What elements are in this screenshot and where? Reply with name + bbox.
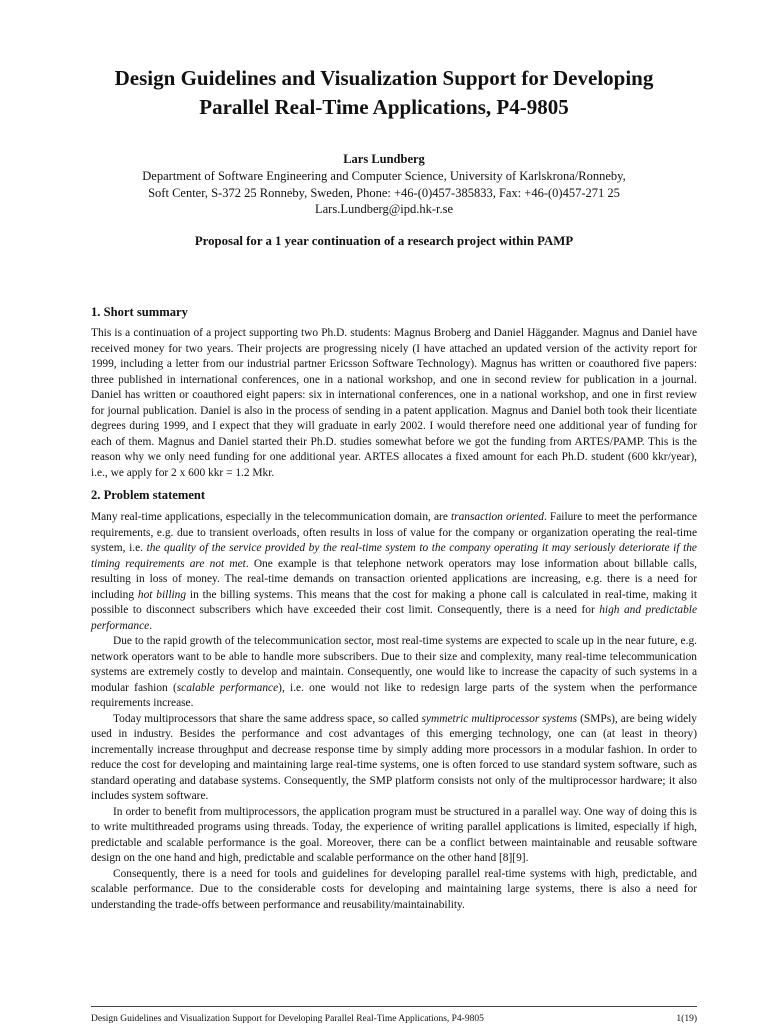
author-email: Lars.Lundberg@ipd.hk-r.se	[315, 202, 453, 216]
footer-running-title: Design Guidelines and Visualization Support for Developing Parallel Real-Time Applications, P4-9805	[91, 1014, 484, 1024]
emphasis-smp: symmetric multiprocessor systems	[421, 712, 578, 725]
section-2-paragraph-3: Today multiprocessors that share the same address space, so called symmetric multiprocessor systems (SMPs), are being widely used in industry. Besides the performance and cost advantages of this emerging technology, one can (at least in theory) incrementally increase throughput and decrease response time by simply adding more processors in a modular fashion. In order to reduce the cost for developing and maintaining large real-time systems, one is often forced to use standard system software, such as standard operating and database systems. Consequently, the SMP platform consists not only of the multiprocessor hardware; it also includes system software.	[91, 712, 697, 802]
section-2-heading: 2. Problem statement	[91, 488, 206, 502]
emphasis-scalable-performance: scalable performance	[176, 681, 279, 694]
proposal-subtitle: Proposal for a 1 year continuation of a research project within PAMP	[194, 234, 574, 248]
section-1-paragraph: This is a continuation of a project supporting two Ph.D. students: Magnus Broberg and Daniel Häggander. Magnus and Daniel have received money for two years. Their projects are progressing nicely (I have attached an updated version of the activity report for 1999, including a letter from our industrial partner Ericsson Software Technology). Magnus has written or coauthored five papers: three published in international conferences, one in a national workshop, and one in second review for publication in a journal. Daniel has written or coauthored eight papers: six in international conferences, one in a national workshop, and one in first review for journal publication. Daniel is also in the process of sending in a patent application. Magnus and Daniel both took their licentiate degrees during 1999, and I expect that they will graduate in early 2002. I would therefore need one additional year of funding for each of them. Magnus and Daniel started their Ph.D. studies somewhat before we got the funding from ARTES/PAMP. This is the reason why we only need funding for one additional year. ARTES allocates a fixed amount for each Ph.D. student (600 kkr/year), i.e., we apply for 2 x 600 kkr = 1.2 Mkr.	[91, 327, 697, 479]
title-line-2: Parallel Real-Time Applications, P4-9805	[199, 95, 569, 119]
author-affiliation	[60, 168, 708, 218]
author-name: Lars Lundberg	[343, 152, 425, 166]
section-2-paragraph-1: Many real-time applications, especially in the telecommunication domain, are transaction oriented. Failure to meet the performance requirements, e.g. due to transient overloads, often results in loss of value for the company or organization operating the real-time system, i.e. the quality of the service provided by the real-time system to the company operating it may seriously deteriorate if the timing requirements are not met. One example is that telephone network operators may lose information about billable calls, resulting in loss of money. The real-time demands on transaction oriented applications are increasing, e.g. there is a need for including hot billing in the billing systems. This means that the cost for making a phone call is calculated in real-time, making it possible to disconnect subscribers which have exceeded their cost limit. Consequently, there is a need for high and predictable performance.	[91, 511, 698, 632]
emphasis-quality-of-service: the quality of the service provided by the real-time system to the company operating it may seriously deteriorate if the timing requirements are not met	[91, 542, 697, 570]
section-2-paragraph-5: Consequently, there is a need for tools and guidelines for developing parallel real-time systems with high, predictable, and scalable performance. Due to the considerable costs for developing and maintaining large systems, there is also a need for understanding the trade-offs between performance and reusability/maintainability.	[91, 867, 697, 911]
paper-title	[60, 64, 708, 122]
title-line-1: Design Guidelines and Visualization Support for Developing	[114, 66, 654, 90]
footer-divider	[91, 1006, 697, 1007]
emphasis-transaction-oriented: transaction oriented	[450, 511, 544, 523]
emphasis-hot-billing: hot billing	[137, 588, 187, 601]
affiliation-line-2: Soft Center, S-372 25 Ronneby, Sweden, Phone: +46-(0)457-385833, Fax: +46-(0)457-271 25	[148, 185, 620, 200]
section-2-paragraph-4: In order to benefit from multiprocessors, the application program must be structured in a parallel way. One way of doing this is to write multithreaded programs using threads. Today, the experience of writing parallel applications is limited, especially if high, predictable and scalable performance is the goal. Moreover, there can be a conflict between maintainable and reusable software design on the one hand and high, predictable and scalable performance on the other hand [8][9].	[91, 805, 697, 864]
section-2-paragraph-2: Due to the rapid growth of the telecommunication sector, most real-time systems are expected to scale up in the near future, e.g. network operators want to be able to handle more subscribers. Due to their size and complexity, many real-time telecommunication systems are extremely costly to develop and maintain. Consequently, one would like to increase the capacity of such systems in a modular fashion (scalable performance), i.e. one would not like to redesign large parts of the system when the performance requirements increase.	[91, 635, 698, 709]
affiliation-line-1: Department of Software Engineering and Computer Science, University of Karlskrona/Ronneby,	[142, 169, 626, 183]
emphasis-high-predictable-performance: high and predictable performance	[91, 604, 698, 632]
footer-page-number: 1(19)	[676, 1014, 697, 1024]
section-1-heading: 1. Short summary	[91, 305, 188, 319]
page-footer	[91, 1013, 697, 1025]
body-content	[91, 300, 697, 913]
